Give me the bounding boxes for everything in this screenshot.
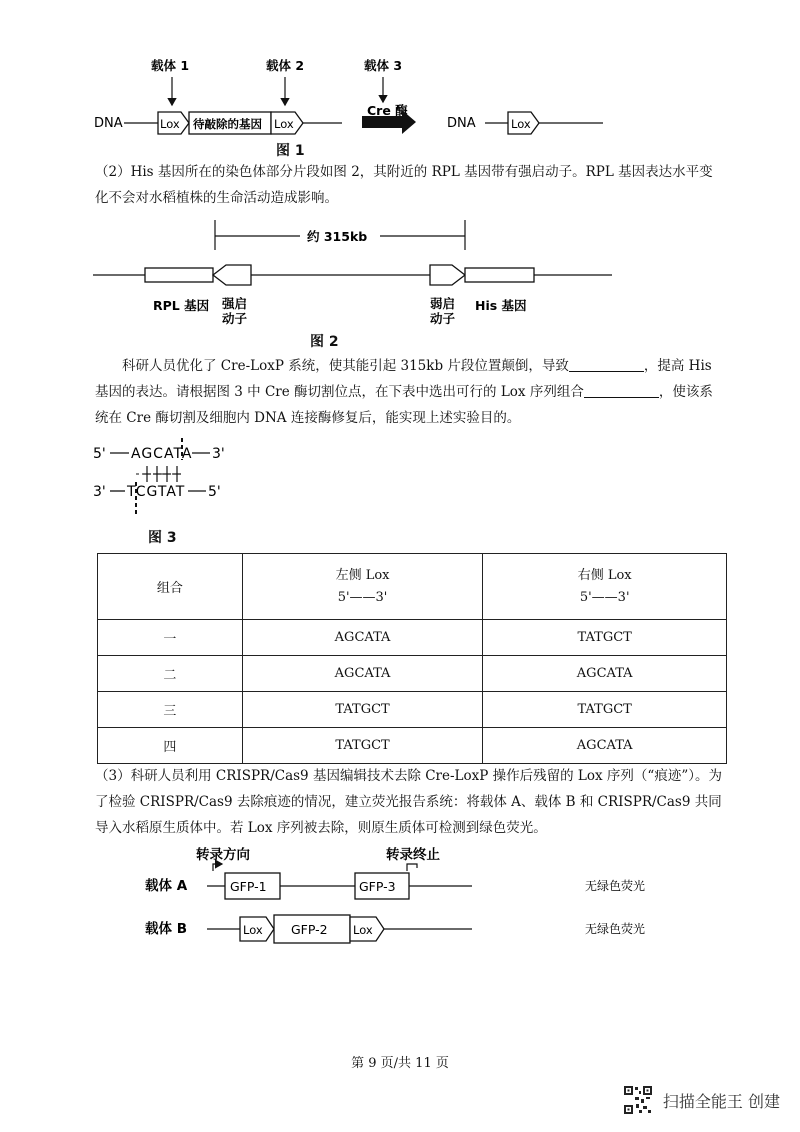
fig2-strong-promoter-label-2: 动子 [222, 311, 248, 326]
fig2-span-label: 约 315kb [307, 229, 368, 244]
fig4-lox-left-label: Lox [243, 923, 263, 937]
fig1-lox-after-label: Lox [511, 117, 531, 131]
col-right-title: 右侧 Lox [577, 567, 632, 583]
fig4-transcription-dir-label: 转录方向 [196, 847, 250, 863]
fig2-weak-promoter-label-2: 动子 [430, 311, 456, 326]
qr-code-icon [623, 1085, 653, 1115]
fig1-dna-after-label: DNA [447, 116, 476, 131]
row-right-lox: AGCATA [483, 656, 727, 692]
scanner-text: 扫描全能王 创建 [662, 1091, 780, 1111]
fig3-bottom-5-label: 5' [208, 484, 221, 500]
fig3-top-3-label: 3' [212, 446, 225, 462]
row-right-lox: TATGCT [483, 692, 727, 728]
page-number: 第 9 页/共 11 页 [351, 1056, 449, 1071]
q2-intro-text: （2）His 基因所在的染色体部分片段如图 2，其附近的 RPL 基因带有强启动子。RPL 基因表达水平变化不会对水稻植株的生命活动造成影响。 [95, 164, 713, 206]
table-header-row [98, 554, 727, 620]
fig4-terminator [407, 864, 417, 871]
row-name: 二 [98, 656, 243, 692]
fig1-carrier2-label: 载体 2 [266, 58, 305, 73]
row-name: 四 [98, 728, 243, 764]
figure-1-diagram [0, 50, 800, 160]
fig3-caption: 图 3 [148, 530, 177, 546]
fig2-strong-promoter-label-1: 强启 [222, 296, 248, 311]
fig1-carrier3-label: 载体 3 [364, 58, 403, 73]
fig4-transcription-end-label: 转录终止 [386, 847, 440, 863]
fig2-caption: 图 2 [310, 334, 339, 350]
fig1-enzyme-label: Cre 酶 [367, 103, 408, 118]
fig4-gfp2-label: GFP-2 [291, 922, 328, 937]
col-left-title: 左侧 Lox [335, 567, 390, 583]
fig1-target-gene-label: 待敲除的基因 [193, 117, 262, 131]
fig4-promoter-arrow [213, 864, 222, 871]
fig3-bottom-sequence: TCGTAT [127, 484, 186, 500]
col-header-group: 组合 [98, 554, 243, 620]
fig4-result-b: 无绿色荧光 [585, 922, 646, 936]
fig1-caption: 图 1 [276, 143, 305, 159]
row-left-lox: AGCATA [242, 620, 483, 656]
q2-paragraph [95, 353, 725, 431]
fig3-top-5-label: 5' [93, 446, 106, 462]
fig4-lox-right-label: Lox [353, 923, 373, 937]
fig3-bottom-3-label: 3' [93, 484, 106, 500]
row-right-lox: AGCATA [483, 728, 727, 764]
table-row [98, 728, 727, 764]
table-row [98, 620, 727, 656]
fig1-carrier1-label: 载体 1 [151, 58, 190, 73]
fig4-carrier-b-label: 载体 B [145, 921, 187, 937]
row-left-lox: TATGCT [242, 692, 483, 728]
q2-text-part1: 科研人员优化了 Cre-LoxP 系统，使其能引起 315kb 片段位置颠倒，导致 [122, 358, 569, 374]
fig2-rpl-gene-box [145, 268, 213, 282]
answer-blank-1[interactable] [569, 357, 644, 372]
fig4-result-a: 无绿色荧光 [585, 879, 646, 893]
row-name: 三 [98, 692, 243, 728]
fig3-top-sequence: AGCATA [131, 446, 193, 462]
col-left-direction: 5'——3' [337, 589, 388, 605]
fig1-lox-left-label: Lox [160, 117, 180, 131]
row-left-lox: AGCATA [242, 656, 483, 692]
fig2-his-label: His 基因 [475, 298, 527, 313]
q3-paragraph [95, 763, 725, 841]
table-row [98, 692, 727, 728]
fig2-rpl-label: RPL 基因 [153, 298, 210, 313]
q2-intro [95, 159, 725, 211]
figure-4-diagram [0, 838, 800, 948]
row-right-lox: TATGCT [483, 620, 727, 656]
figure-2-diagram [0, 215, 800, 335]
col-header-right [483, 554, 727, 620]
fig2-weak-promoter-label-1: 弱启 [430, 296, 456, 311]
q3-text: （3）科研人员利用 CRISPR/Cas9 基因编辑技术去除 Cre-LoxP 操作后残留的 Lox 序列（“痕迹”）。为了检验 CRISPR/Cas9 去除痕迹的情况，建立荧光报告系统：将载体 A、载体 B 和 CRISPR/Cas9 共同导入水稻原生质体中。若 Lox 序列被去除，则原生质体可检测到绿色荧光。 [95, 768, 722, 836]
fig1-dna-label: DNA [94, 116, 123, 131]
answer-blank-2[interactable] [584, 383, 659, 398]
fig4-gfp1-label: GFP-1 [230, 879, 267, 894]
scanner-watermark [623, 1085, 780, 1115]
row-name: 一 [98, 620, 243, 656]
q2-text-part2: ，提高 His 基因的表达。请根据图 3 中 Cre 酶切割位点，在下表中选出可行的 Lox 序列组合 [95, 358, 712, 400]
col-header-left [242, 554, 483, 620]
lox-combination-table [97, 553, 727, 764]
fig4-gfp3-label: GFP-3 [359, 879, 396, 894]
fig4-carrier-a-label: 载体 A [145, 878, 188, 894]
fig2-strong-promoter [213, 265, 251, 285]
fig1-lox-right-label: Lox [274, 117, 294, 131]
table-row [98, 656, 727, 692]
row-left-lox: TATGCT [242, 728, 483, 764]
fig2-weak-promoter [430, 265, 465, 285]
q2-text-part3: ，使该系统在 Cre 酶切割及细胞内 DNA 连接酶修复后，能实现上述实验目的。 [95, 384, 713, 426]
col-right-direction: 5'——3' [579, 589, 630, 605]
figure-3-diagram [85, 438, 265, 518]
fig2-his-gene-box [465, 268, 534, 282]
